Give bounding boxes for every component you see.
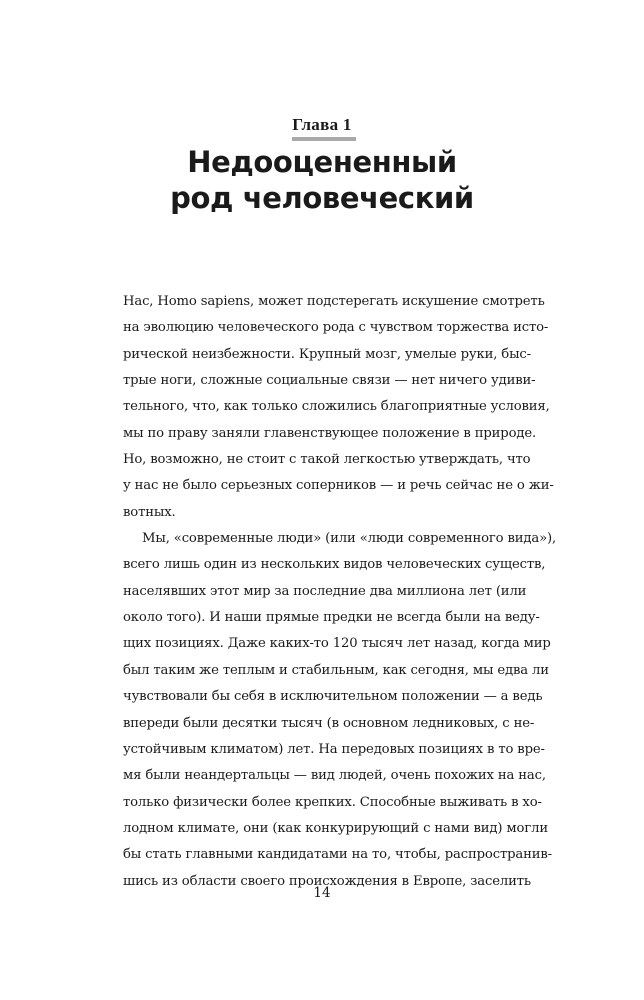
text-line: у нас не было серьезных соперников — и речь сейчас не о жи- — [123, 478, 554, 494]
text-line: шись из области своего происхождения в Европе, заселить — [123, 873, 531, 889]
text-line: всего лишь один из нескольких видов человеческих существ, — [123, 557, 546, 573]
text-line: лодном климате, они (как конкурирующий с нами вид) могли — [123, 820, 548, 836]
text-line: Но, возможно, не стоит с такой легкостью утверждать, что — [123, 452, 531, 468]
text-line: вотных. — [123, 504, 176, 520]
text-line: только физически более крепких. Способные выживать в хо- — [123, 794, 542, 810]
chapter-title — [0, 144, 644, 216]
text-line: тельного, что, как только сложились благоприятные условия, — [123, 399, 550, 415]
text-line: на эволюцию человеческого рода с чувством торжества исто- — [123, 320, 549, 336]
chapter-title-line: род человеческий — [170, 181, 474, 215]
text-line: мя были неандертальцы — вид людей, очень похожих на нас, — [123, 768, 546, 784]
chapter-rule — [292, 137, 356, 141]
text-line: рической неизбежности. Крупный мозг, умелые руки, быс- — [123, 346, 531, 362]
text-line: населявших этот мир за последние два миллиона лет (или — [123, 583, 527, 599]
text-line: щих позициях. Даже каких-то 120 тысяч лет назад, когда мир — [123, 636, 551, 652]
text-line: около того). И наши прямые предки не всегда были на веду- — [123, 610, 540, 626]
text-line: бы стать главными кандидатами на то, чтобы, распространив- — [123, 847, 552, 863]
text-line: Мы, «современные люди» (или «люди современного вида»), — [142, 531, 557, 547]
page-number: 14 — [313, 885, 331, 901]
chapter-label: Глава 1 — [292, 115, 352, 134]
text-line: был таким же теплым и стабильным, как сегодня, мы едва ли — [123, 662, 549, 678]
chapter-title-line: Недооцененный — [187, 145, 457, 179]
text-line: устойчивым климатом) лет. На передовых позициях в то вре- — [123, 741, 545, 757]
text-line: впереди были десятки тысяч (в основном ледниковых, с не- — [123, 715, 535, 731]
text-line: Нас, Homo sapiens, может подстерегать искушение смотреть — [123, 294, 545, 309]
text-line: мы по праву заняли главенствующее положение в природе. — [123, 425, 537, 441]
text-line: трые ноги, сложные социальные связи — нет ничего удиви- — [123, 373, 536, 389]
text-line: чувствовали бы себя в исключительном положении — а ведь — [123, 689, 543, 705]
body-text — [123, 289, 557, 895]
paragraph-1 — [123, 289, 554, 526]
paragraph-2 — [123, 526, 557, 895]
